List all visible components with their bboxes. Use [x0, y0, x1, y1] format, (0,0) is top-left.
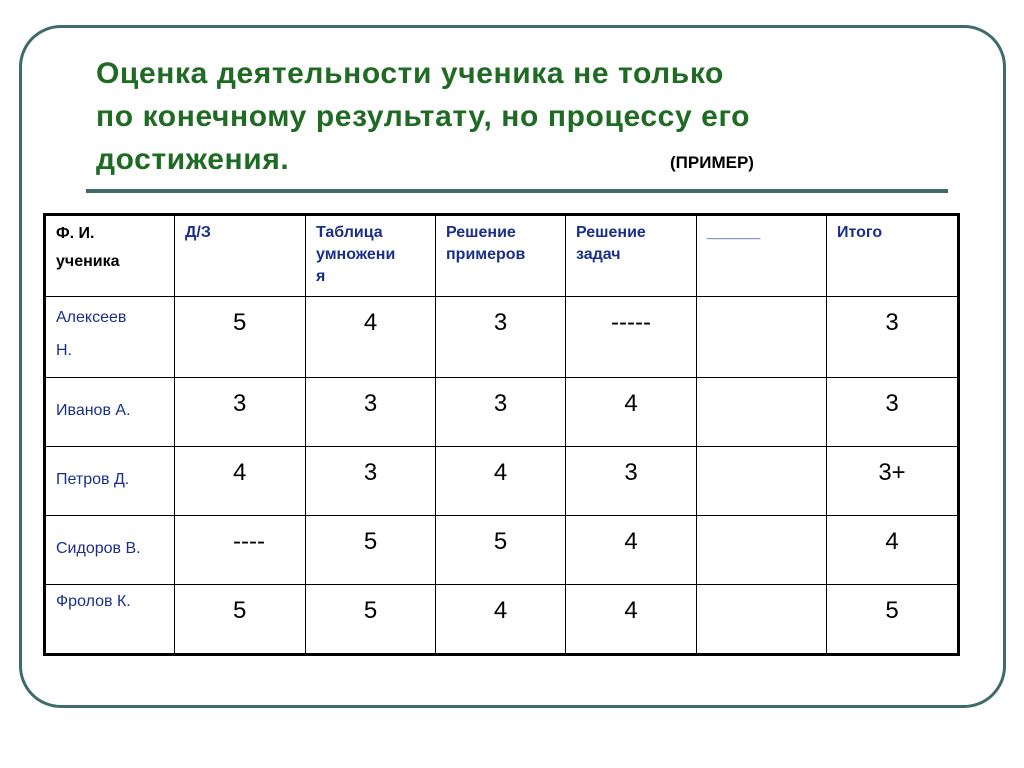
header-line: я: [316, 268, 326, 285]
header-multiplication: [306, 215, 436, 297]
grade-tasks: 4: [566, 585, 697, 655]
header-row: [45, 215, 959, 297]
grade-multiplication: 3: [306, 447, 436, 516]
grade-tasks: -----: [566, 297, 697, 378]
grade-total: 4: [827, 516, 959, 585]
student-name-line: Н.: [56, 342, 72, 359]
grade-multiplication: 5: [306, 585, 436, 655]
title-line-3: достижения.: [96, 143, 290, 176]
grade-homework: 5: [175, 585, 306, 655]
header-name: [45, 215, 175, 297]
grade-examples: 3: [436, 297, 566, 378]
grade-multiplication: 5: [306, 516, 436, 585]
grades-table: [43, 213, 960, 656]
grade-examples: 3: [436, 378, 566, 447]
grade-total: 3+: [827, 447, 959, 516]
title-line-2: по конечному результату, но процессу его: [96, 100, 751, 133]
table-row: [45, 297, 959, 378]
student-name: Фролов К.: [45, 585, 175, 655]
grade-examples: 5: [436, 516, 566, 585]
grade-homework: ----: [175, 516, 306, 585]
header-tasks: [566, 215, 697, 297]
header-line: задач: [576, 246, 621, 263]
grade-examples: 4: [436, 585, 566, 655]
grade-blank: [697, 297, 827, 378]
slide-title: [96, 52, 956, 181]
header-line: Решение: [446, 224, 516, 241]
grade-blank: [697, 585, 827, 655]
header-line: умножени: [316, 246, 396, 263]
title-divider: [86, 189, 948, 193]
student-name-line: Алексеев: [56, 309, 127, 326]
grade-tasks: 4: [566, 378, 697, 447]
header-homework: Д/З: [175, 215, 306, 297]
grade-multiplication: 3: [306, 378, 436, 447]
grade-tasks: 3: [566, 447, 697, 516]
header-name-line: Ф. И.: [56, 225, 95, 242]
grade-blank: [697, 516, 827, 585]
grade-multiplication: 4: [306, 297, 436, 378]
student-name: Петров Д.: [45, 447, 175, 516]
grade-blank: [697, 447, 827, 516]
grade-examples: 4: [436, 447, 566, 516]
grade-homework: 4: [175, 447, 306, 516]
table-row: [45, 378, 959, 447]
header-total: Итого: [827, 215, 959, 297]
header-blank: ______: [697, 215, 827, 297]
student-name: Сидоров В.: [45, 516, 175, 585]
title-line-1: Оценка деятельности ученика не только: [96, 57, 724, 90]
grade-total: 5: [827, 585, 959, 655]
grade-tasks: 4: [566, 516, 697, 585]
grade-blank: [697, 378, 827, 447]
table-row: [45, 516, 959, 585]
header-name-line: ученика: [56, 253, 120, 270]
grade-homework: 5: [175, 297, 306, 378]
header-line: Таблица: [316, 224, 383, 241]
grade-total: 3: [827, 378, 959, 447]
table-row: [45, 447, 959, 516]
student-name: Иванов А.: [45, 378, 175, 447]
grade-homework: 3: [175, 378, 306, 447]
header-examples: [436, 215, 566, 297]
header-line: Решение: [576, 224, 646, 241]
student-name: [45, 297, 175, 378]
grade-total: 3: [827, 297, 959, 378]
example-label: (ПРИМЕР): [670, 153, 754, 172]
header-line: примеров: [446, 246, 526, 263]
table-row: [45, 585, 959, 655]
